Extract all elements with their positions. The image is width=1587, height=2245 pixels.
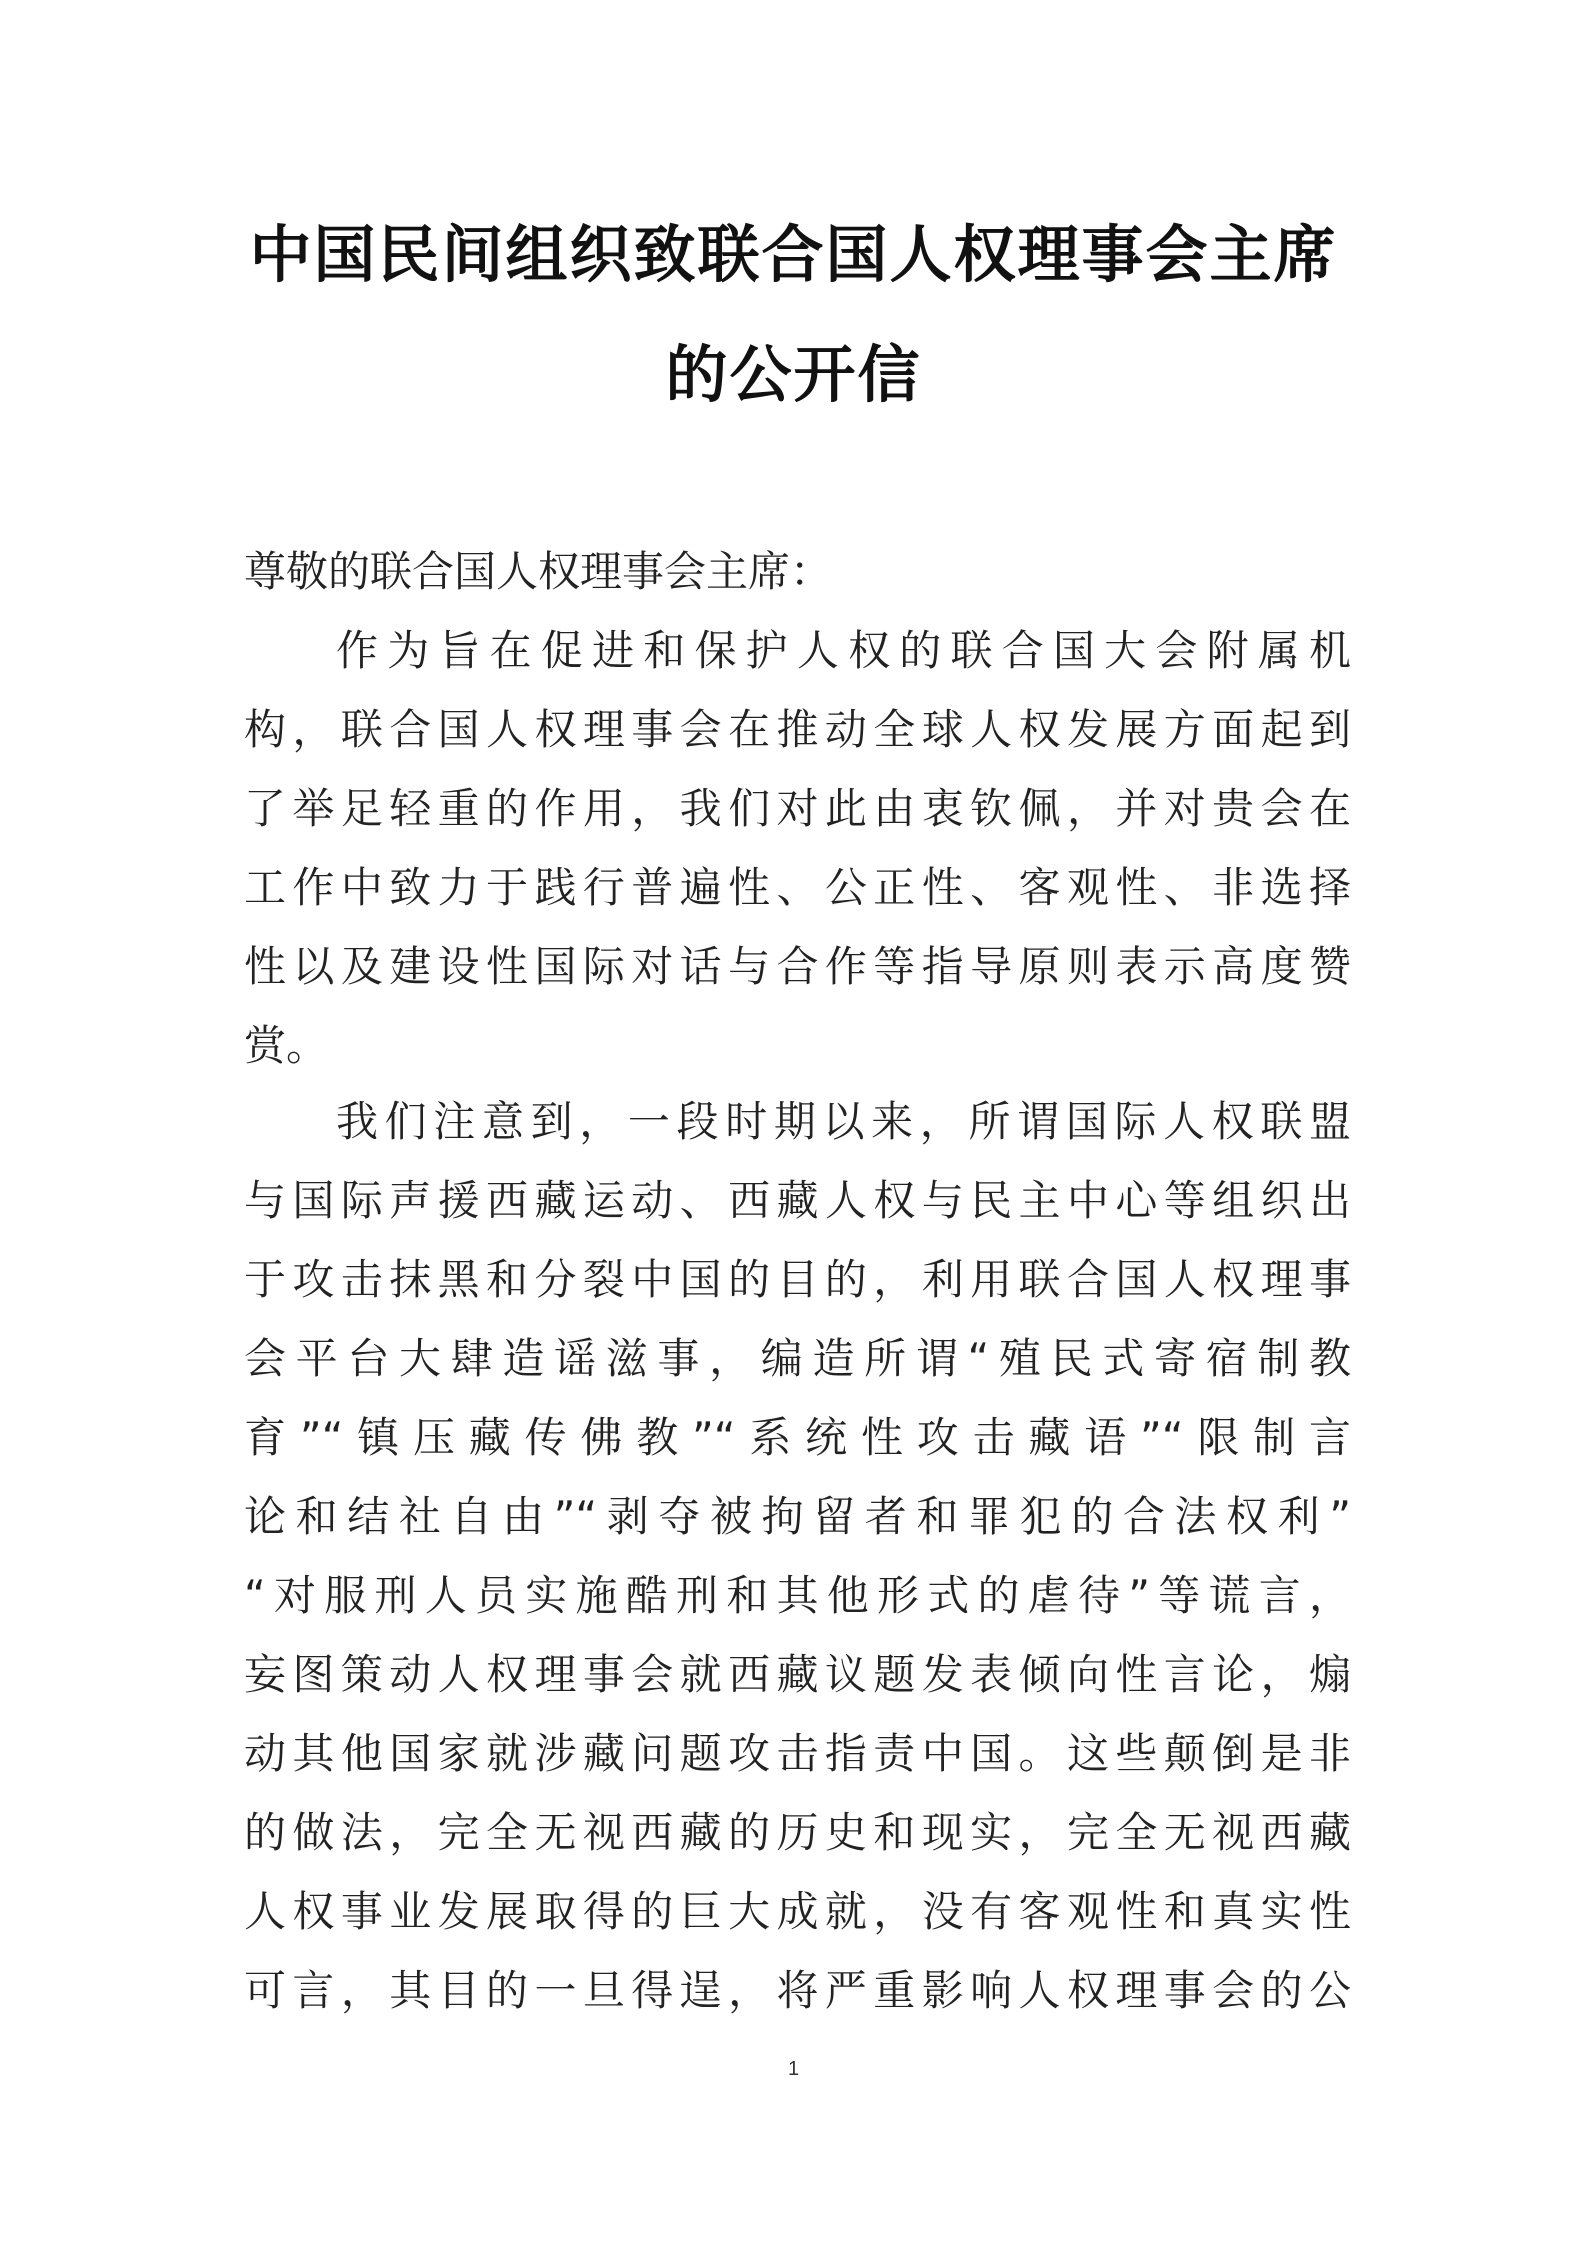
paragraph-1-line: 工作中致力于践行普遍性、公正性、客观性、非选择 <box>244 863 1351 912</box>
paragraph-1-line: 性以及建设性国际对话与合作等指导原则表示高度赞 <box>244 942 1351 991</box>
paragraph-2-line: 可言，其目的一旦得逞，将严重影响人权理事会的公 <box>244 1966 1351 2015</box>
paragraph-2-line: 人权事业发展取得的巨大成就，没有客观性和真实性 <box>244 1887 1351 1936</box>
paragraph-2-line: 与国际声援西藏运动、西藏人权与民主中心等组织出 <box>244 1176 1351 1225</box>
document-title-line-1: 中国民间组织致联合国人权理事会主席 <box>249 218 1338 291</box>
paragraph-2-line: 论和结社自由”“剥夺被拘留者和罪犯的合法权利” <box>244 1492 1351 1541</box>
paragraph-1-line: 了举足轻重的作用，我们对此由衷钦佩，并对贵会在 <box>244 784 1351 833</box>
paragraph-1-line: 作为旨在促进和保护人权的联合国大会附属机 <box>336 626 1351 675</box>
paragraph-2-line: “对服刑人员实施酷刑和其他形式的虐待”等谎言， <box>244 1571 1351 1620</box>
paragraph-2-line: 动其他国家就涉藏问题攻击指责中国。这些颠倒是非 <box>244 1729 1351 1778</box>
paragraph-2-line: 育”“镇压藏传佛教”“系统性攻击藏语”“限制言 <box>244 1413 1351 1462</box>
paragraph-2-line: 我们注意到，一段时期以来，所谓国际人权联盟 <box>336 1097 1351 1146</box>
paragraph-1-line: 构，联合国人权理事会在推动全球人权发展方面起到 <box>244 705 1351 754</box>
salutation: 尊敬的联合国人权理事会主席： <box>244 547 833 596</box>
page-number: 1 <box>787 2058 800 2080</box>
paragraph-2-line: 会平台大肆造谣滋事，编造所谓“殖民式寄宿制教 <box>244 1334 1351 1383</box>
paragraph-1-line: 赏。 <box>244 1021 329 1070</box>
paragraph-2-line: 妄图策动人权理事会就西藏议题发表倾向性言论，煽 <box>244 1650 1351 1699</box>
paragraph-2-line: 于攻击抹黑和分裂中国的目的，利用联合国人权理事 <box>244 1255 1351 1304</box>
paragraph-2-line: 的做法，完全无视西藏的历史和现实，完全无视西藏 <box>244 1808 1351 1857</box>
document-title-line-2: 的公开信 <box>665 338 922 411</box>
